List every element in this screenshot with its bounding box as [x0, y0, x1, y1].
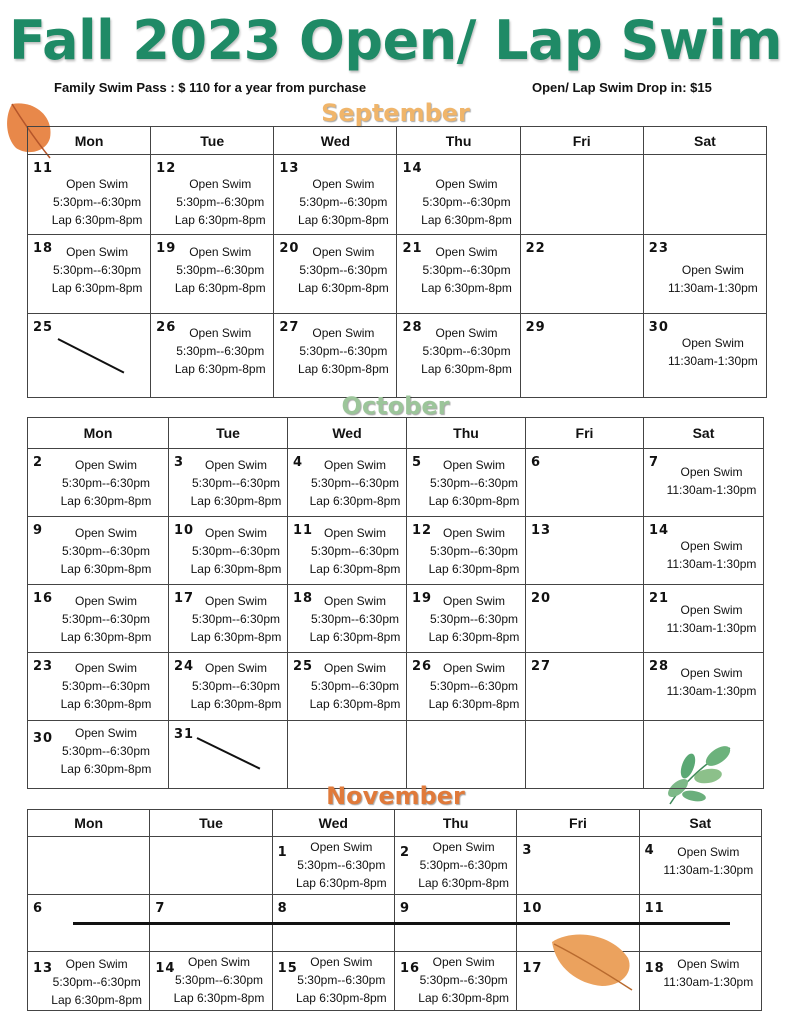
day-cell: 16 Open Swim 5:30pm--6:30pm Lap 6:30pm-8pm [28, 585, 169, 653]
day-cell: 12 Open Swim 5:30pm--6:30pm Lap 6:30pm-8pm [151, 155, 274, 235]
day-cell: 9 Open Swim 5:30pm--6:30pm Lap 6:30pm-8pm [28, 517, 169, 585]
day-cell: 11 Open Swim 5:30pm--6:30pm Lap 6:30pm-8pm [288, 517, 407, 585]
day-number: 25 [293, 659, 314, 674]
november-calendar [27, 809, 762, 1011]
day-cell: 21 Open Swim 11:30am-1:30pm [644, 585, 764, 653]
day-number: 11 [293, 523, 314, 538]
day-number: 18 [644, 961, 665, 976]
day-cell-empty [150, 837, 272, 895]
day-number: 29 [525, 320, 546, 335]
day-number: 21 [402, 241, 423, 256]
leaf-orange-icon [548, 928, 634, 992]
day-number: 15 [277, 961, 298, 976]
day-number: 4 [293, 455, 304, 470]
weekday-thu: Thu [407, 418, 526, 449]
family-pass-price: Family Swim Pass : $ 110 for a year from purchase [54, 80, 367, 95]
day-cell [526, 585, 644, 653]
day-number: 13 [279, 161, 300, 176]
day-number: 27 [279, 320, 300, 335]
day-number: 11 [644, 901, 665, 916]
day-cell: 28 Open Swim 11:30am-1:30pm [644, 653, 764, 721]
weekday-sat: Sat [643, 127, 766, 155]
day-cell: 2 Open Swim 5:30pm--6:30pm Lap 6:30pm-8pm [28, 449, 169, 517]
day-number: 24 [174, 659, 195, 674]
weekday-mon: Mon [28, 418, 169, 449]
day-number: 6 [531, 455, 542, 470]
day-number: 2 [33, 455, 44, 470]
weekday-tue: Tue [169, 418, 288, 449]
day-number: 19 [412, 591, 433, 606]
day-cell: 23 Open Swim 5:30pm--6:30pm Lap 6:30pm-8pm [28, 653, 169, 721]
day-number: 16 [399, 961, 421, 976]
weekday-tue: Tue [151, 127, 274, 155]
day-number: 7 [649, 455, 660, 470]
day-cell: 10 Open Swim 5:30pm--6:30pm Lap 6:30pm-8pm [169, 517, 288, 585]
day-number: 14 [649, 523, 670, 538]
day-cell: 3 Open Swim 5:30pm--6:30pm Lap 6:30pm-8pm [169, 449, 288, 517]
day-number: 8 [277, 901, 288, 916]
day-number: 3 [174, 455, 185, 470]
day-cell: 14 Open Swim 5:30pm--6:30pm Lap 6:30pm-8pm [150, 952, 272, 1011]
day-cell-empty [526, 721, 644, 789]
day-number: 20 [279, 241, 300, 256]
day-cell: 11 Open Swim 5:30pm--6:30pm Lap 6:30pm-8pm [28, 155, 151, 235]
day-number: 30 [33, 731, 54, 746]
day-cell: 28 Open Swim 5:30pm--6:30pm Lap 6:30pm-8pm [397, 314, 520, 398]
day-cell-empty [644, 721, 764, 789]
weekday-mon: Mon [28, 127, 151, 155]
day-cell: 4 Open Swim 5:30pm--6:30pm Lap 6:30pm-8pm [288, 449, 407, 517]
weekday-fri: Fri [526, 418, 644, 449]
day-cell: 2 Open Swim 5:30pm--6:30pm Lap 6:30pm-8pm [394, 837, 516, 895]
day-cell: 5 Open Swim 5:30pm--6:30pm Lap 6:30pm-8pm [407, 449, 526, 517]
day-cell [526, 517, 644, 585]
day-cell-empty [28, 837, 150, 895]
day-cell: 17 Open Swim 5:30pm--6:30pm Lap 6:30pm-8pm [169, 585, 288, 653]
day-cell: 12 Open Swim 5:30pm--6:30pm Lap 6:30pm-8pm [407, 517, 526, 585]
closed-strike [197, 737, 261, 769]
day-cell [517, 837, 639, 895]
day-cell: 14 Open Swim 11:30am-1:30pm [644, 517, 764, 585]
day-number: 18 [293, 591, 314, 606]
day-cell [526, 653, 644, 721]
day-number: 9 [33, 523, 44, 538]
day-cell: 18 Open Swim 5:30pm--6:30pm Lap 6:30pm-8pm [28, 235, 151, 314]
day-number: 4 [644, 843, 655, 858]
day-cell: 13 Open Swim 5:30pm--6:30pm Lap 6:30pm-8pm [274, 155, 397, 235]
weekday-fri: Fri [520, 127, 643, 155]
day-cell: 15 Open Swim 5:30pm--6:30pm Lap 6:30pm-8pm [272, 952, 394, 1011]
day-number: 21 [649, 591, 670, 606]
day-number: 14 [155, 961, 176, 976]
day-number: 23 [33, 659, 54, 674]
day-cell [526, 449, 644, 517]
day-number: 1 [277, 845, 288, 860]
day-number: 5 [412, 455, 423, 470]
day-number: 14 [402, 161, 423, 176]
day-cell [520, 235, 643, 314]
day-number: 23 [648, 241, 669, 256]
day-cell-closed [169, 721, 288, 789]
day-number: 9 [399, 901, 411, 916]
weekday-fri: Fri [517, 810, 639, 837]
day-number: 25 [33, 320, 54, 335]
day-cell-empty [643, 155, 766, 235]
day-cell: 19 Open Swim 5:30pm--6:30pm Lap 6:30pm-8pm [407, 585, 526, 653]
day-number: 17 [522, 961, 543, 976]
day-number: 12 [156, 161, 177, 176]
day-number: 20 [531, 591, 552, 606]
day-cell: 21 Open Swim 5:30pm--6:30pm Lap 6:30pm-8pm [397, 235, 520, 314]
day-number: 16 [33, 591, 54, 606]
day-number: 22 [525, 241, 546, 256]
day-cell: 26 Open Swim 5:30pm--6:30pm Lap 6:30pm-8pm [407, 653, 526, 721]
day-number: 7 [155, 901, 166, 916]
day-cell: 23 Open Swim 11:30am-1:30pm [643, 235, 766, 314]
day-cell-empty [407, 721, 526, 789]
day-cell: 7 Open Swim 11:30am-1:30pm [644, 449, 764, 517]
day-number: 13 [531, 523, 552, 538]
day-cell: 24 Open Swim 5:30pm--6:30pm Lap 6:30pm-8pm [169, 653, 288, 721]
month-title-october: October [341, 392, 450, 420]
day-number: 19 [156, 241, 177, 256]
september-calendar [27, 126, 767, 398]
day-number: 30 [648, 320, 669, 335]
weekday-wed: Wed [274, 127, 397, 155]
day-cell: 13 Open Swim 5:30pm--6:30pm Lap 6:30pm-8pm [28, 952, 150, 1011]
day-cell: 30 Open Swim 11:30am-1:30pm [643, 314, 766, 398]
month-title-september: September [321, 99, 470, 127]
day-cell: 18 Open Swim 5:30pm--6:30pm Lap 6:30pm-8pm [288, 585, 407, 653]
day-number: 2 [399, 845, 411, 860]
day-cell: 25 Open Swim 5:30pm--6:30pm Lap 6:30pm-8pm [288, 653, 407, 721]
day-number: 27 [531, 659, 552, 674]
page-title: Fall 2023 Open/ Lap Swim [8, 9, 783, 72]
day-cell: 26 Open Swim 5:30pm--6:30pm Lap 6:30pm-8pm [151, 314, 274, 398]
day-number: 26 [156, 320, 177, 335]
day-number: 10 [522, 901, 543, 916]
weekday-wed: Wed [272, 810, 394, 837]
weekday-thu: Thu [397, 127, 520, 155]
day-number: 31 [174, 727, 195, 742]
drop-in-price: Open/ Lap Swim Drop in: $15 [532, 80, 712, 95]
day-cell: 18 Open Swim 11:30am-1:30pm [639, 952, 761, 1011]
day-cell-empty [520, 155, 643, 235]
closed-strike [58, 338, 125, 373]
day-number: 13 [33, 961, 54, 976]
october-calendar [27, 417, 764, 789]
day-cell-empty [288, 721, 407, 789]
day-number: 17 [174, 591, 195, 606]
weekday-wed: Wed [288, 418, 407, 449]
day-number: 28 [649, 659, 670, 674]
day-cell-closed [28, 314, 151, 398]
day-cell: 14 Open Swim 5:30pm--6:30pm Lap 6:30pm-8pm [397, 155, 520, 235]
closed-week-strike [73, 922, 730, 925]
weekday-sat: Sat [639, 810, 761, 837]
day-cell: 20 Open Swim 5:30pm--6:30pm Lap 6:30pm-8pm [274, 235, 397, 314]
day-number: 18 [33, 241, 54, 256]
day-number: 6 [33, 901, 44, 916]
weekday-thu: Thu [394, 810, 516, 837]
weekday-sat: Sat [644, 418, 764, 449]
day-number: 3 [522, 843, 533, 858]
weekday-mon: Mon [28, 810, 150, 837]
day-cell [520, 314, 643, 398]
day-cell: 30 Open Swim 5:30pm--6:30pm Lap 6:30pm-8pm [28, 721, 169, 789]
day-cell: 4 Open Swim 11:30am-1:30pm [639, 837, 761, 895]
day-number: 28 [402, 320, 423, 335]
day-number: 12 [412, 523, 433, 538]
day-cell: 19 Open Swim 5:30pm--6:30pm Lap 6:30pm-8pm [151, 235, 274, 314]
day-cell: 1 Open Swim 5:30pm--6:30pm Lap 6:30pm-8pm [272, 837, 394, 895]
month-title-november: November [326, 782, 465, 810]
day-number: 10 [174, 523, 195, 538]
day-number: 11 [33, 161, 54, 176]
weekday-tue: Tue [150, 810, 272, 837]
day-number: 26 [412, 659, 433, 674]
day-cell: 27 Open Swim 5:30pm--6:30pm Lap 6:30pm-8pm [274, 314, 397, 398]
day-cell: 16 Open Swim 5:30pm--6:30pm Lap 6:30pm-8pm [394, 952, 516, 1011]
